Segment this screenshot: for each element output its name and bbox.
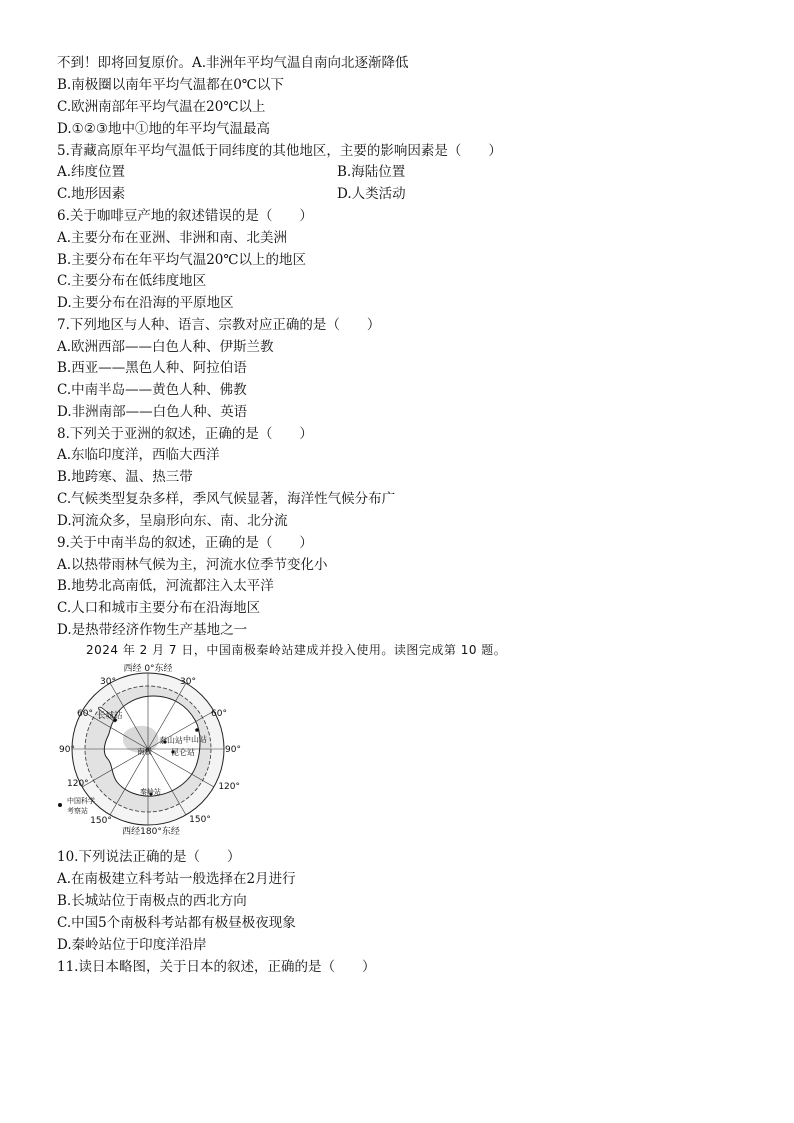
q10-option-a: A.在南极建立科考站一般选择在2月进行 [57,871,296,887]
legend-label-line1: 中国科学 [67,797,95,805]
label-150w: 150° [90,816,112,826]
station-changcheng: 长城站 [97,711,123,721]
station-taishan: 泰山站 [159,736,183,745]
label-60w: 60° [77,709,93,719]
q7-option-b: B.西亚——黑色人种、阿拉伯语 [57,360,247,376]
label-prime-meridian: 西经 0°东经 [123,664,173,674]
q9-option-d: D.是热带经济作物生产基地之一 [57,622,248,638]
question-11-stem: 11.读日本略图，关于日本的叙述，正确的是（ ） [57,959,376,975]
antarctica-map [55,662,250,840]
q7-option-a: A.欧洲西部——白色人种、伊斯兰教 [57,339,274,355]
q6-option-d: D.主要分布在沿海的平原地区 [57,295,234,311]
q5-option-b: B.海陆位置 [337,164,406,180]
question-7-stem: 7.下列地区与人种、语言、宗教对应正确的是（ ） [57,317,381,333]
label-30w: 30° [100,677,116,687]
q6-option-b: B.主要分布在年平均气温20℃以上的地区 [57,252,306,268]
station-kunlun: 昆仑站 [171,748,195,757]
q7-option-d: D.非洲南部——白色人种、英语 [57,404,248,420]
q8-option-c: C.气候类型复杂多样，季风气候显著，海洋性气候分布广 [57,491,396,507]
station-zhongshan: 中山站 [183,735,207,744]
label-120w: 120° [67,779,89,789]
question-9-stem: 9.关于中南半岛的叙述，正确的是（ ） [57,535,313,551]
label-90e: 90° [225,745,241,755]
question-10-stem: 10.下列说法正确的是（ ） [57,849,241,865]
station-qinling: 秦岭站 [140,788,161,796]
legend-label-line2: 考察站 [67,807,88,815]
station-marker [195,728,199,732]
q10-option-d: D.秦岭站位于印度洋沿岸 [57,937,207,953]
q5-option-d: D.人类活动 [337,186,406,202]
question-5-stem: 5.青藏高原年平均气温低于同纬度的其他地区，主要的影响因素是（ ） [57,143,502,159]
label-120e: 120° [218,782,240,792]
question-8-stem: 8.下列关于亚洲的叙述，正确的是（ ） [57,426,313,442]
label-30e: 30° [180,677,196,687]
q7-option-c: C.中南半岛——黄色人种、佛教 [57,382,247,398]
label-90w: 90° [59,745,75,755]
legend-station-icon [58,803,62,807]
q5-option-c: C.地形因素 [57,186,126,202]
q9-option-c: C.人口和城市主要分布在沿海地区 [57,600,261,616]
label-150e: 150° [189,815,211,825]
q6-option-a: A.主要分布在亚洲、非洲和南、北美洲 [57,230,288,246]
q10-option-b: B.长城站位于南极点的西北方向 [57,893,247,909]
text-line: B.南极圈以南年平均气温都在0℃以下 [57,77,284,93]
label-60e: 60° [211,709,227,719]
q8-option-d: D.河流众多，呈扇形向东、南、北分流 [57,513,288,529]
q9-option-a: A.以热带雨林气候为主，河流水位季节变化小 [57,557,328,573]
q10-option-c: C.中国5个南极科考站都有极昼极夜现象 [57,915,296,931]
q5-option-a: A.纬度位置 [57,164,126,180]
text-line: D.①②③地中①地的年平均气温最高 [57,121,270,137]
question-6-stem: 6.关于咖啡豆产地的叙述错误的是（ ） [57,208,313,224]
label-180-meridian: 西经180°东经 [122,827,180,837]
q8-option-b: B.地跨寒、温、热三带 [57,469,193,485]
text-line: C.欧洲南部年平均气温在20℃以上 [57,99,266,115]
q9-option-b: B.地势北高南低，河流都注入太平洋 [57,578,274,594]
question-10-intro: 2024 年 2 月 7 日，中国南极秦岭站建成并投入使用。读图完成第 10 题。 [86,643,507,657]
label-south-pole: 南极 [137,747,152,756]
text-line: 不到！即将回复原价。A.非洲年平均气温自南向北逐渐降低 [57,55,409,71]
q8-option-a: A.东临印度洋，西临大西洋 [57,447,220,463]
q6-option-c: C.主要分布在低纬度地区 [57,273,207,289]
